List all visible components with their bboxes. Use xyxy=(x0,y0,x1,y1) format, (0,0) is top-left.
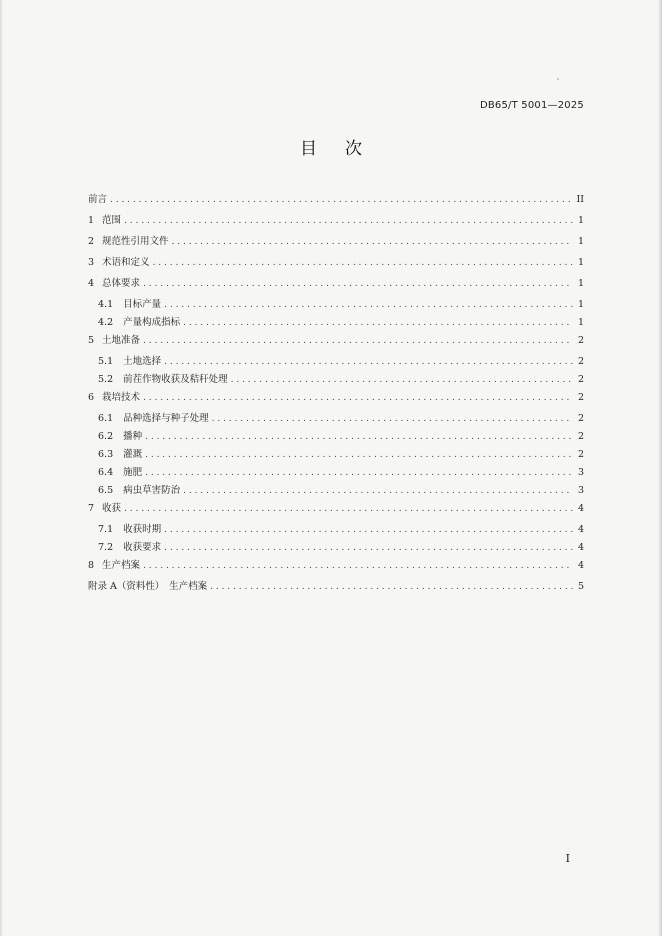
toc-entry-label xyxy=(88,502,121,516)
toc-entry[interactable] xyxy=(88,484,584,502)
toc-entry-number: 7.2 xyxy=(98,542,114,553)
toc-entry-page: 1 xyxy=(577,317,584,328)
toc-entry-label xyxy=(88,235,169,249)
toc-entry-label xyxy=(88,334,140,348)
toc-entry-text: 病虫草害防治 xyxy=(123,485,181,496)
toc-leader-dots xyxy=(145,448,573,462)
page-title: 目次 xyxy=(300,139,390,159)
toc-leader-dots xyxy=(143,391,573,405)
toc-entry-label xyxy=(88,523,161,537)
toc-entry[interactable] xyxy=(88,523,584,541)
table-of-contents xyxy=(88,193,584,601)
toc-entry-label xyxy=(88,559,140,573)
toc-entry-text: 品种选择与种子处理 xyxy=(123,413,209,424)
toc-leader-dots xyxy=(124,502,573,516)
toc-entry-text: 收获要求 xyxy=(123,542,162,553)
toc-entry[interactable] xyxy=(88,256,584,277)
toc-entry-page: 2 xyxy=(577,392,584,403)
toc-entry-page: 2 xyxy=(577,335,584,346)
toc-entry-text: 土地选择 xyxy=(123,356,162,367)
toc-leader-dots xyxy=(183,316,573,330)
toc-leader-dots xyxy=(164,541,573,555)
toc-entry-page: 1 xyxy=(577,236,584,247)
toc-entry[interactable] xyxy=(88,448,584,466)
toc-entry-text: 总体要求 xyxy=(102,278,141,289)
toc-entry-text: 灌溉 xyxy=(123,449,143,460)
toc-entry-text: 收获 xyxy=(102,503,122,514)
toc-entry-number: 4.1 xyxy=(98,299,114,310)
toc-entry[interactable] xyxy=(88,277,584,298)
toc-entry-page: 3 xyxy=(577,467,584,478)
toc-leader-dots xyxy=(183,484,573,498)
toc-entry-number: 6.1 xyxy=(98,413,114,424)
toc-entry-text: 附录 A（资料性） 生产档案 xyxy=(88,581,208,592)
scan-speck xyxy=(560,382,561,383)
toc-entry-label xyxy=(88,430,142,444)
toc-entry[interactable] xyxy=(88,502,584,523)
toc-entry[interactable] xyxy=(88,316,584,334)
toc-entry-number: 6 xyxy=(88,392,95,403)
toc-leader-dots xyxy=(153,256,573,270)
toc-entry-text: 土地准备 xyxy=(102,335,141,346)
toc-entry-label xyxy=(88,373,228,387)
toc-entry-number: 6.5 xyxy=(98,485,114,496)
toc-entry-number: 5.2 xyxy=(98,374,114,385)
toc-entry-label xyxy=(88,193,107,207)
toc-entry[interactable] xyxy=(88,580,584,601)
toc-entry-text: 施肥 xyxy=(123,467,143,478)
toc-entry-text: 目标产量 xyxy=(123,299,162,310)
toc-entry-number: 6.3 xyxy=(98,449,114,460)
toc-entry-text: 生产档案 xyxy=(102,560,141,571)
toc-entry-page: 1 xyxy=(577,278,584,289)
toc-entry-page: 2 xyxy=(577,449,584,460)
toc-entry[interactable] xyxy=(88,466,584,484)
toc-entry-label xyxy=(88,541,161,555)
toc-entry-page: 1 xyxy=(577,299,584,310)
toc-entry-number: 1 xyxy=(88,215,95,226)
toc-entry[interactable] xyxy=(88,235,584,256)
toc-entry-label xyxy=(88,298,161,312)
page-number: I xyxy=(565,852,570,865)
toc-entry-page: 4 xyxy=(577,560,584,571)
toc-entry-text: 术语和定义 xyxy=(102,257,150,268)
toc-entry[interactable] xyxy=(88,412,584,430)
toc-entry-page: 2 xyxy=(577,374,584,385)
toc-entry-text: 栽培技术 xyxy=(102,392,141,403)
toc-entry-page: 1 xyxy=(577,257,584,268)
toc-leader-dots xyxy=(210,580,573,594)
toc-entry-number: 7.1 xyxy=(98,524,114,535)
toc-entry-text: 收获时期 xyxy=(123,524,162,535)
toc-entry-label xyxy=(88,355,161,369)
scan-speck xyxy=(557,78,559,80)
toc-entry-page: 4 xyxy=(577,503,584,514)
toc-entry-number: 5 xyxy=(88,335,95,346)
toc-entry-number: 4.2 xyxy=(98,317,114,328)
toc-entry[interactable] xyxy=(88,334,584,355)
toc-entry-number: 2 xyxy=(88,236,95,247)
toc-entry-number: 3 xyxy=(88,257,95,268)
toc-leader-dots xyxy=(172,235,573,249)
toc-entry-text: 产量构成指标 xyxy=(123,317,181,328)
toc-entry-page: 4 xyxy=(577,542,584,553)
toc-entry[interactable] xyxy=(88,430,584,448)
toc-entry-label xyxy=(88,412,209,426)
toc-entry-page: 3 xyxy=(577,485,584,496)
toc-entry-page: II xyxy=(576,194,584,205)
toc-entry-label xyxy=(88,256,150,270)
toc-entry-text: 前茬作物收获及秸秆处理 xyxy=(123,374,228,385)
toc-entry-number: 5.1 xyxy=(98,356,114,367)
toc-entry[interactable] xyxy=(88,355,584,373)
toc-leader-dots xyxy=(143,334,573,348)
toc-entry-page: 5 xyxy=(577,581,584,592)
toc-leader-dots xyxy=(145,466,573,480)
toc-leader-dots xyxy=(124,214,573,228)
toc-leader-dots xyxy=(145,430,573,444)
toc-entry-number: 7 xyxy=(88,503,95,514)
toc-entry-text: 范围 xyxy=(102,215,122,226)
toc-entry-page: 1 xyxy=(577,215,584,226)
toc-leader-dots xyxy=(164,298,573,312)
toc-entry-text: 播种 xyxy=(123,431,143,442)
toc-entry[interactable] xyxy=(88,298,584,316)
toc-leader-dots xyxy=(164,355,573,369)
toc-entry-number: 4 xyxy=(88,278,95,289)
toc-entry-label xyxy=(88,277,140,291)
toc-leader-dots xyxy=(143,277,573,291)
toc-entry-number: 8 xyxy=(88,560,95,571)
toc-entry-label xyxy=(88,316,180,330)
toc-entry-label xyxy=(88,466,142,480)
toc-entry-label xyxy=(88,448,142,462)
toc-entry[interactable] xyxy=(88,541,584,559)
toc-entry-number: 6.4 xyxy=(98,467,114,478)
toc-leader-dots xyxy=(110,193,573,207)
toc-entry-label xyxy=(88,484,180,498)
toc-entry[interactable] xyxy=(88,373,584,391)
toc-leader-dots xyxy=(231,373,573,387)
toc-entry[interactable] xyxy=(88,193,584,214)
toc-entry-label xyxy=(88,580,207,594)
toc-leader-dots xyxy=(143,559,573,573)
toc-entry-page: 2 xyxy=(577,413,584,424)
toc-leader-dots xyxy=(212,412,573,426)
toc-leader-dots xyxy=(164,523,573,537)
toc-entry[interactable] xyxy=(88,559,584,580)
toc-entry[interactable] xyxy=(88,391,584,412)
toc-entry-text: 前言 xyxy=(88,194,108,205)
toc-entry-label xyxy=(88,391,140,405)
toc-entry-page: 4 xyxy=(577,524,584,535)
toc-entry-number: 6.2 xyxy=(98,431,114,442)
document-code: DB65/T 5001—2025 xyxy=(479,100,584,111)
toc-entry[interactable] xyxy=(88,214,584,235)
toc-entry-page: 2 xyxy=(577,356,584,367)
toc-entry-label xyxy=(88,214,121,228)
toc-entry-text: 规范性引用文件 xyxy=(102,236,169,247)
toc-entry-page: 2 xyxy=(577,431,584,442)
